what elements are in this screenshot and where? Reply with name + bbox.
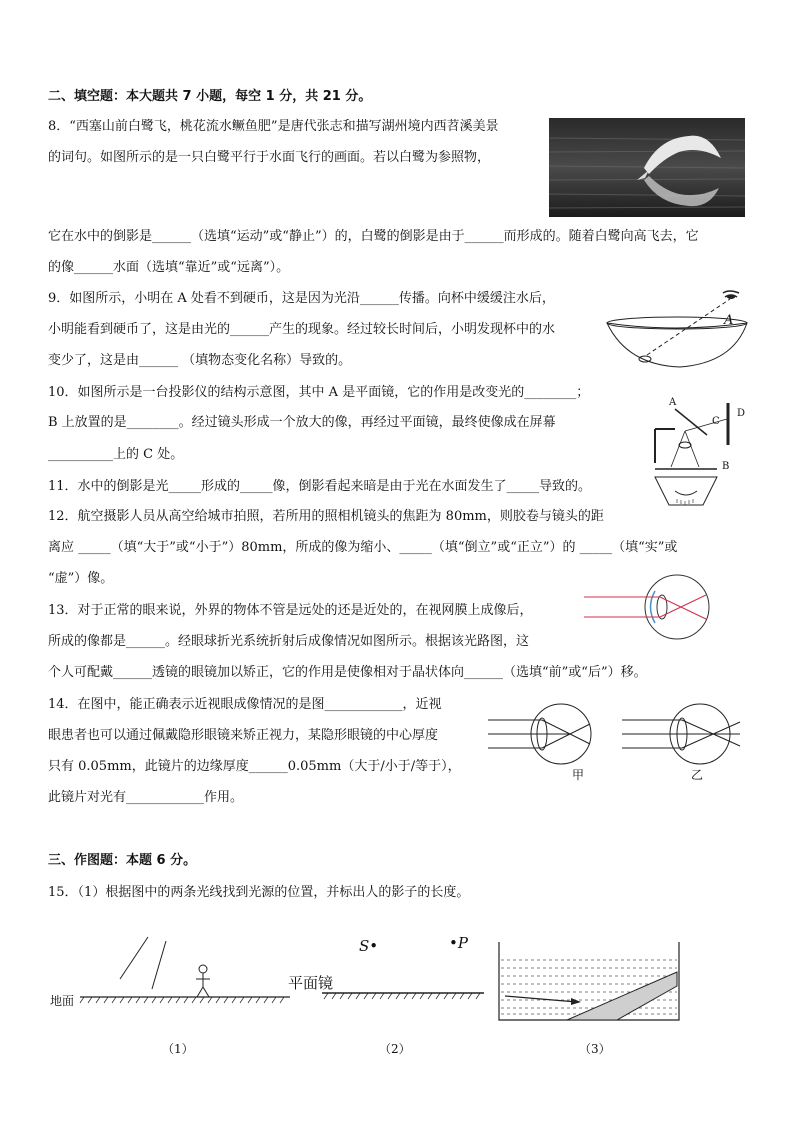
q8-line-2: 的词句。如图所示的是一只白鹭平行于水面飞行的画面。若以白鹭为参照物， — [48, 150, 491, 165]
egret-photo — [549, 118, 745, 217]
eye-diagram-yi — [620, 700, 750, 772]
eye-diagram-jia — [486, 700, 596, 772]
section-heading-fill-in: 二、填空题：本大题共 7 小题，每空 1 分，共 21 分。 — [48, 89, 372, 104]
q12-line-3: “虚”）像。 — [48, 571, 114, 586]
q13-line-2: 所成的像都是______。经眼球折光系统折射后成像情况如图所示。根据该光路图，这 — [48, 634, 530, 649]
ground-label: 地面 — [50, 994, 75, 1008]
q8-line-1: 8．“西塞山前白鹭飞，桃花流水鳜鱼肥”是唐代张志和描写湖州境内西苕溪美景 — [48, 119, 499, 134]
caption-yi: 乙 — [691, 768, 704, 782]
point-s-label: S• — [359, 937, 379, 955]
q14-line-3: 只有 0.05mm，此镜片的边缘厚度______0.05mm（大于/小于/等于）， — [48, 759, 461, 774]
q14-line-1: 14．在图中，能正确表示近视眼成像情况的是图____________，近视 — [48, 697, 442, 712]
q10-line-2: B 上放置的是________。经过镜头形成一个放大的像，再经过平面镜，最终使像成在屏幕 — [48, 415, 556, 430]
caption-fig-1: （1） — [162, 1042, 194, 1056]
q9-line-1: 9．如图所示，小明在 A 处看不到硬币，这是因为光沿______传播。向杯中缓缓注水后， — [48, 291, 555, 306]
plane-mirror — [322, 990, 487, 1002]
projector-label-d: D — [737, 408, 746, 419]
q9-line-2: 小明能看到硬币了，这是由光的______产生的现象。经过较长时间后，小明发现杯中的水 — [48, 322, 556, 337]
q15-line-1: 15．（1）根据图中的两条光线找到光源的位置，并标出人的影子的长度。 — [48, 885, 470, 900]
q8-line-3: 它在水中的倒影是______（选填“运动”或“静止”）的，白鹭的倒影是由于______而形成的。随着白鹭向高飞去，它 — [48, 229, 699, 244]
eye-diagram-q13 — [582, 575, 712, 645]
q10-line-3: __________上的 C 处。 — [48, 447, 184, 462]
figure-1-shadow — [80, 935, 300, 1005]
q13-line-1: 13．对于正常的眼来说，外界的物体不管是远处的还是近处的，在视网膜上成像后， — [48, 603, 533, 618]
q14-line-4: 此镜片对光有____________作用。 — [48, 790, 244, 805]
q12-line-1: 12．航空摄影人员从高空给城市拍照，若所用的照相机镜头的焦距为 80mm，则胶卷与镜头的距 — [48, 509, 604, 524]
q9-line-3: 变少了，这是由______ （填物态变化名称）导致的。 — [48, 353, 352, 368]
projector-label-c: C — [712, 416, 720, 427]
q11-line-1: 11．水中的倒影是光_____形成的_____像，倒影看起来暗是由于光在水面发生了_____导致的。 — [48, 479, 592, 494]
caption-jia: 甲 — [572, 768, 585, 782]
q12-line-2: 离应 _____（填“大于”或“小于”）80mm，所成的像为缩小、_____（填“倒立”或“正立”）的 _____（填“实”或 — [48, 540, 678, 555]
caption-fig-2: （2） — [379, 1042, 411, 1056]
figure-3-tank — [497, 942, 687, 1022]
projector-diagram — [645, 395, 745, 515]
projector-label-b: B — [722, 461, 730, 472]
q14-line-2: 眼患者也可以通过佩戴隐形眼镜来矫正视力，某隐形眼镜的中心厚度 — [48, 728, 439, 743]
cup-coin-diagram — [605, 285, 755, 375]
point-p-label: •P — [449, 934, 468, 952]
mirror-label: 平面镜 — [288, 974, 334, 992]
section-heading-drawing: 三、作图题：本题 6 分。 — [48, 853, 197, 868]
projector-label-a: A — [669, 397, 677, 408]
q9-label-a: A — [724, 313, 734, 328]
caption-fig-3: （3） — [579, 1042, 611, 1056]
q10-line-1: 10．如图所示是一台投影仪的结构示意图，其中 A 是平面镜，它的作用是改变光的________； — [48, 385, 590, 400]
q8-line-4: 的像______水面（选填“靠近”或“远离”）。 — [48, 260, 290, 275]
q13-line-3: 个人可配戴______透镜的眼镜加以矫正，它的作用是使像相对于晶状体向______（选填“前”或“后”）移。 — [48, 665, 647, 680]
